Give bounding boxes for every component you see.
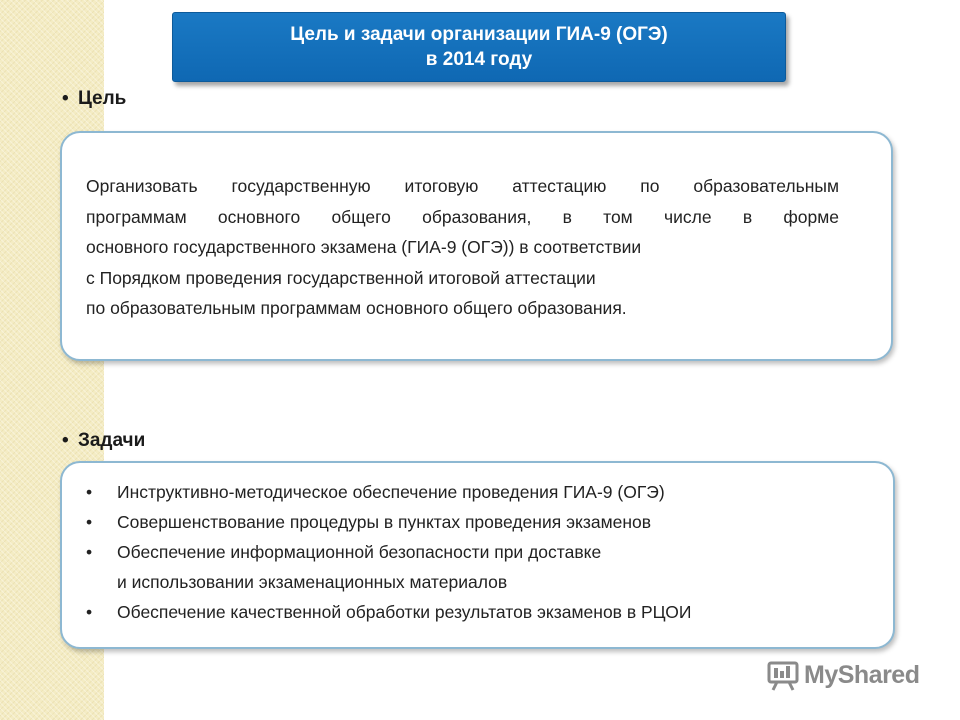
task-bullet: •: [86, 602, 93, 622]
goal-text-line: с Порядком проведения государственной итоговой аттестации: [86, 267, 596, 288]
task-list-item: [84, 537, 873, 567]
task-list-item-continuation: [84, 567, 873, 597]
task-text: и использовании экзаменационных материалов: [117, 572, 508, 592]
tasks-heading-bullet: •: [62, 430, 69, 451]
task-text: Совершенствование процедуры в пунктах проведения экзаменов: [117, 512, 652, 532]
goal-text-line: Организовать государственную итоговую аттестацию по образовательным: [86, 176, 839, 196]
task-bullet: •: [86, 512, 93, 532]
watermark-brand-text: MyShared: [804, 660, 920, 689]
projector-screen-icon: [766, 658, 800, 692]
task-text: Обеспечение информационной безопасности при доставке: [117, 542, 602, 562]
slide-title-box: [172, 12, 786, 82]
task-list-item: [84, 477, 873, 507]
tasks-heading-text: Задачи: [77, 430, 146, 451]
goal-text-line: по образовательным программам основного общего образования.: [86, 298, 627, 318]
goal-heading: [62, 88, 126, 110]
task-text: Обеспечение качественной обработки результатов экзаменов в РЦОИ: [117, 602, 692, 622]
task-list-item: [84, 597, 873, 627]
goal-text-line: программам основного общего образования, в том числе в форме: [86, 206, 839, 227]
task-text: Инструктивно-методическое обеспечение проведения ГИА-9 (ОГЭ): [117, 482, 665, 502]
task-list-item: [84, 507, 873, 537]
task-bullet: •: [86, 482, 93, 502]
slide-title-line-2: в 2014 году: [425, 49, 533, 70]
tasks-heading: [62, 430, 145, 452]
tasks-card: [60, 461, 895, 649]
goal-heading-bullet: •: [62, 88, 69, 109]
goal-text-line: основного государственного экзамена (ГИА-9 (ОГЭ)) в соответствии: [86, 237, 642, 257]
goal-card: [60, 131, 893, 361]
slide-title-line-1: Цель и задачи организации ГИА-9 (ОГЭ): [290, 24, 668, 45]
task-bullet: •: [86, 542, 93, 562]
goal-heading-text: Цель: [77, 88, 127, 109]
myshared-watermark: [766, 657, 919, 693]
